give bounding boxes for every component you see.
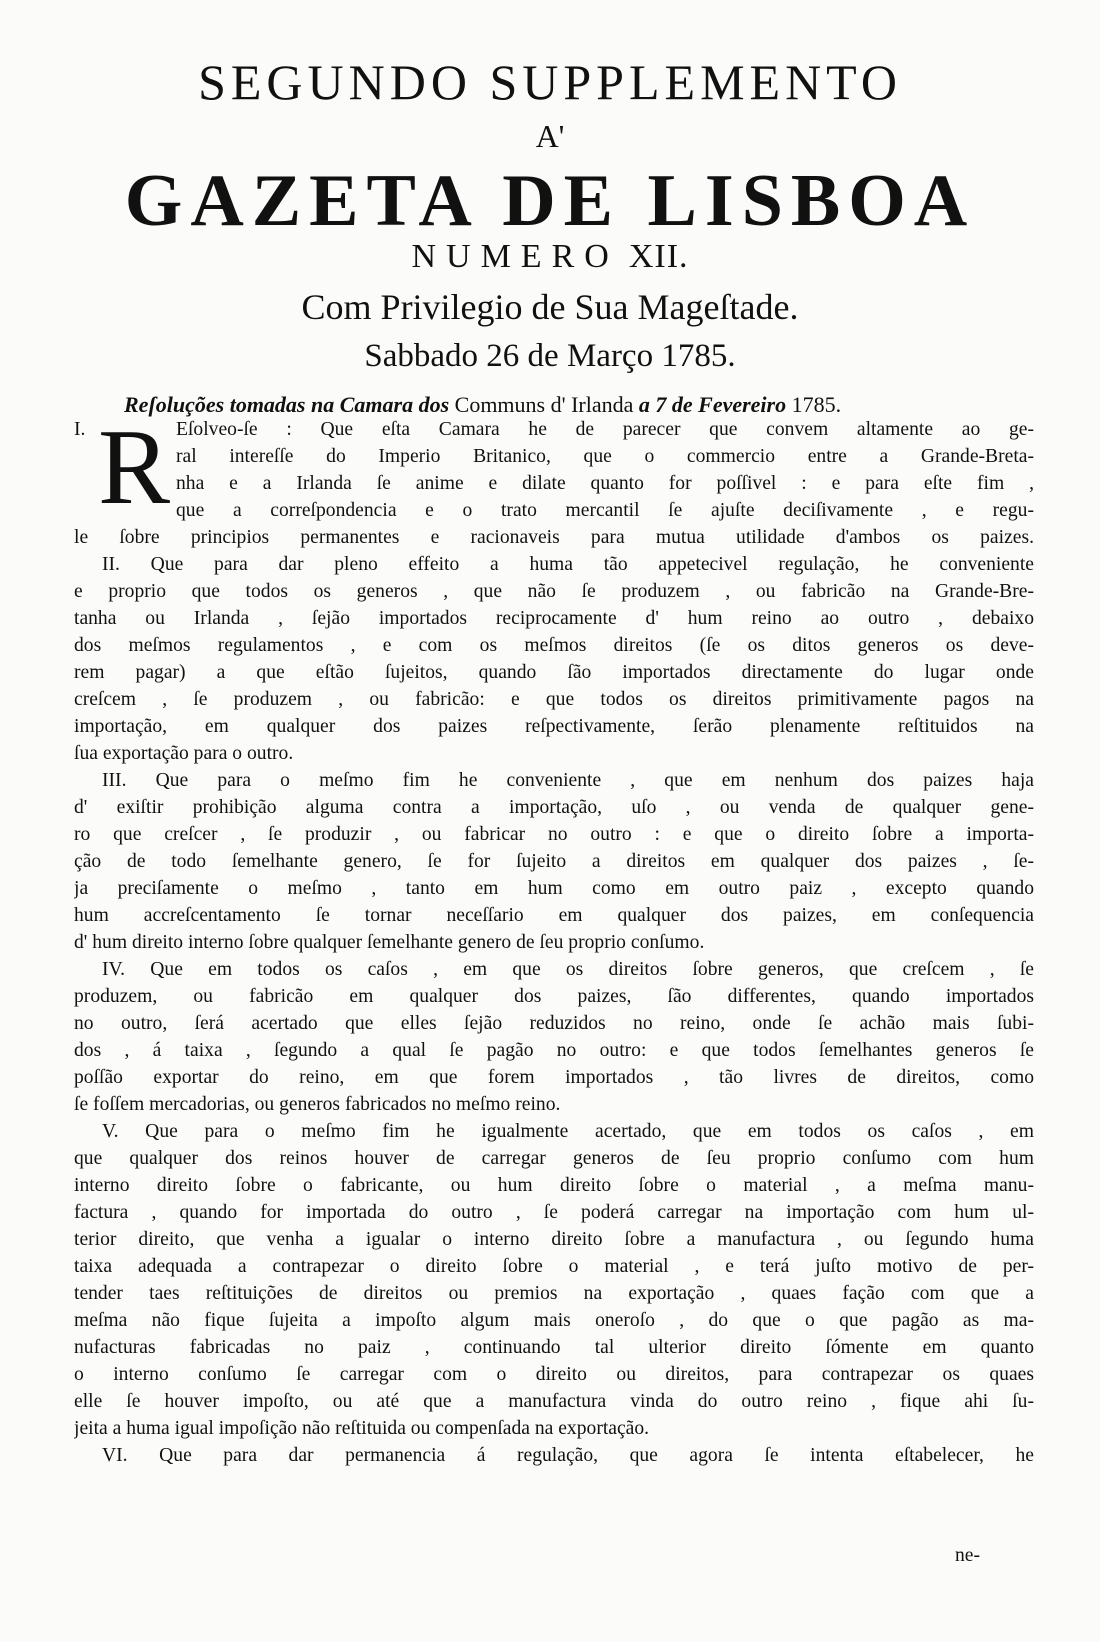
text-line: produzem, ou fabricão em qualquer dos paizes, ſão differentes, quando importados — [74, 986, 1034, 1007]
text-line: terior direito, que venha a igualar o interno direito ſobre a manufactura , ou ſegundo huma — [74, 1229, 1034, 1250]
text-line: VI. Que para dar permanencia á regulação, que agora ſe intenta eſtabelecer, he — [102, 1445, 1034, 1466]
text-line: ção de todo ſemelhante genero, ſe for ſujeito a direitos em qualquer dos paizes , ſe- — [74, 851, 1034, 872]
text-line: jeita a huma igual impoſição não reſtituida ou compenſada na exportação. — [74, 1418, 650, 1439]
resolution-1 — [74, 408, 1034, 551]
issue-number-label: NUMERO — [411, 238, 619, 275]
text-line: V. Que para o meſmo fim he igualmente acertado, que em todos os caſos , em — [102, 1121, 1034, 1142]
text-line: d' exiſtir prohibição alguma contra a importação, uſo , ou venda de qualquer gene- — [74, 797, 1034, 818]
text-line: importação, em qualquer dos paizes reſpectivamente, ſerão plenamente reſtituidos na — [74, 716, 1034, 737]
text-line: rem pagar) a que eſtão ſujeitos, quando ſão importados directamente do lugar onde — [74, 662, 1034, 683]
text-line: tender taes reſtituições de direitos ou premios na exportação , quaes fação com que a — [74, 1283, 1034, 1304]
text-line: que qualquer dos reinos houver de carregar generos de ſeu proprio conſumo com hum — [74, 1148, 1034, 1169]
text-line: taixa adequada a contrapezar o direito ſobre o material , e terá juſto motivo de per- — [74, 1256, 1034, 1277]
privilege-line: Com Privilegio de Sua Mageſtade. — [301, 287, 799, 327]
text-line: meſma não fique ſujeita a impoſto algum mais oneroſo , do que o que pagão as ma- — [74, 1310, 1034, 1331]
resolution-6 — [74, 1442, 1034, 1469]
text-line: no outro, ſerá acertado que elles ſejão reduzidos no reino, onde ſe achão mais ſubi- — [74, 1013, 1034, 1034]
text-line: ro que creſcer , ſe produzir , ou fabricar no outro : e que o direito ſobre a importa- — [74, 824, 1034, 845]
text-line: dos , á taixa , ſegundo a qual ſe pagão no outro: e que todos ſemelhantes generos ſe — [74, 1040, 1034, 1061]
drop-cap: R — [98, 408, 171, 527]
resolution-4 — [74, 956, 1034, 1118]
supplement-heading: SEGUNDO SUPPLEMENTO — [198, 54, 902, 110]
subtitle-part-a: Reſoluções tomadas na Camara dos — [124, 392, 450, 417]
text-line: Eſolveo-ſe : Que eſta Camara he de parecer que convem altamente ao ge- — [176, 419, 1034, 440]
text-line: ſua exportação para o outro. — [74, 743, 294, 764]
text-line: hum accreſcentamento ſe tornar neceſſario em qualquer dos paizes, em conſequencia — [74, 905, 1034, 926]
preposition-heading: A' — [535, 118, 565, 154]
text-line: ja preciſamente o meſmo , tanto em hum como em outro paiz , excepto quando — [74, 878, 1034, 899]
text-line: creſcem , ſe produzem , ou fabricão: e que todos os direitos primitivamente pagos na — [74, 689, 1034, 710]
catchword: ne- — [955, 1545, 981, 1566]
text-line: IV. Que em todos os caſos , em que os direitos ſobre generos, que creſcem , ſe — [102, 959, 1034, 980]
subtitle-part-d: a 7 de Fevereiro — [638, 392, 787, 417]
text-line: dos meſmos regulamentos , e com os meſmos direitos (ſe os ditos generos os deve- — [74, 635, 1034, 656]
text-line: III. Que para o meſmo fim he conveniente , que em nenhum dos paizes haja — [102, 770, 1034, 791]
date-line: Sabbado 26 de Março 1785. — [364, 338, 736, 374]
text-line: elle ſe houver impoſto, ou até que a manufactura vinda do outro reino , fique ahi ſu- — [74, 1391, 1034, 1412]
text-line: que a correſpondencia e o trato mercantil ſe ajuſte deciſivamente , e regu- — [176, 500, 1034, 521]
issue-number-value: XII. — [628, 238, 689, 275]
text-line: d' hum direito interno ſobre qualquer ſemelhante genero de ſeu proprio conſumo. — [74, 932, 705, 953]
issue-number — [0, 236, 1100, 278]
text-line: interno direito ſobre o fabricante, ou hum direito ſobre o material , a meſma manu- — [74, 1175, 1034, 1196]
resolution-2 — [74, 551, 1034, 767]
text-line: o interno conſumo ſe carregar com o direito ou direitos, para contrapezar os quaes — [74, 1364, 1034, 1385]
text-line: le ſobre principios permanentes e racionaveis para mutua utilidade d'ambos os paizes. — [74, 527, 1034, 548]
resolutions-subtitle — [124, 392, 841, 418]
text-line: nufacturas fabricadas no paiz , continuando tal ulterior direito ſómente em quanto — [74, 1337, 1034, 1358]
text-line: factura , quando for importada do outro , ſe poderá carregar na importação com hum ul- — [74, 1202, 1034, 1223]
text-line: ſe foſſem mercadorias, ou generos fabricados no meſmo reino. — [74, 1094, 561, 1115]
subtitle-part-c: d' Irlanda — [550, 392, 634, 417]
article-body — [74, 408, 1034, 1469]
resolution-3 — [74, 767, 1034, 956]
subtitle-part-e: 1785. — [791, 392, 842, 417]
resolution-5 — [74, 1118, 1034, 1442]
text-line: II. Que para dar pleno effeito a huma tão appetecivel regulação, he conveniente — [102, 554, 1034, 575]
text-line: poſſão exportar do reino, em que forem importados , tão livres de direitos, como — [74, 1067, 1034, 1088]
text-line: tanha ou Irlanda , ſejão importados reciprocamente d' hum reino ao outro , debaixo — [74, 608, 1034, 629]
text-line: ral intereſſe do Imperio Britanico, que o commercio entre a Grande-Breta- — [176, 446, 1034, 467]
newspaper-title: GAZETA DE LISBOA — [124, 160, 976, 242]
text-line: e proprio que todos os generos , que não ſe produzem , ou fabricão na Grande-Bre- — [74, 581, 1034, 602]
subtitle-part-b: Communs — [454, 392, 546, 417]
text-line: nha e a Irlanda ſe anime e dilate quanto for poſſivel : e para eſte fim , — [176, 473, 1034, 494]
section-marker: I. — [74, 419, 86, 440]
